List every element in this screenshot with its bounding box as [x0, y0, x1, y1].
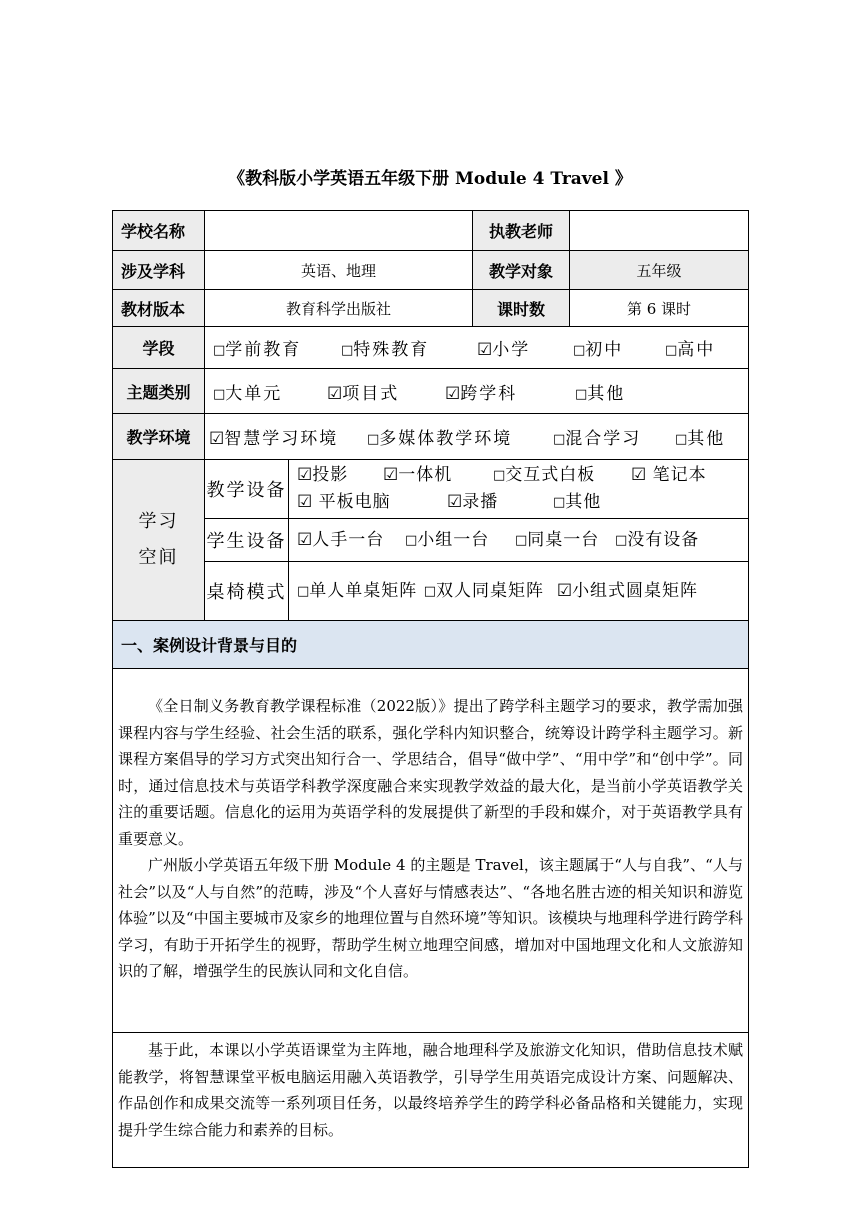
row-environment: [113, 414, 749, 460]
theme-options: [205, 369, 749, 414]
equipment-laptop[interactable]: ☑ 笔记本: [631, 465, 707, 485]
stage-option-special[interactable]: □特殊教育: [341, 340, 430, 360]
checkbox-checked-icon[interactable]: ☑: [447, 492, 463, 512]
checkbox-checked-icon[interactable]: ☑: [631, 465, 647, 485]
checkbox-checked-icon[interactable]: ☑: [297, 492, 313, 512]
target-label: 教学对象: [473, 251, 570, 290]
stage-option-preschool[interactable]: □学前教育: [213, 340, 302, 360]
desk-mode-options: [289, 562, 749, 621]
checkbox-icon[interactable]: □: [367, 432, 380, 447]
teacher-value: [570, 211, 749, 251]
student-equipment-options: [289, 519, 749, 562]
row-school: [113, 211, 749, 251]
row-teaching-equipment: [113, 460, 749, 519]
teaching-equipment-options: [289, 460, 749, 519]
row-subject: [113, 251, 749, 290]
school-value: [205, 211, 473, 251]
checkbox-icon[interactable]: □: [575, 386, 588, 402]
desk-option-single[interactable]: □单人单桌矩阵: [297, 580, 418, 601]
lesson-count-label: 课时数: [473, 290, 570, 327]
paragraph-3: 基于此，本课以小学英语课堂为主阵地，融合地理科学及旅游文化知识，借助信息技术赋能教学，将智慧课堂平板电脑运用融入英语教学，引导学生用英语完成设计方案、问题解决、作品创作和成果交流等一系列项目任务，以最终培养学生的跨学科必备品格和关键能力，实现提升学生综合能力和素养的目标。: [118, 1041, 743, 1139]
checkbox-icon[interactable]: □: [553, 432, 566, 447]
student-option-group[interactable]: □小组一台: [405, 529, 490, 550]
theme-label: 主题类别: [113, 369, 205, 414]
document-title: 《教科版小学英语五年级下册 Module 4 Travel 》: [228, 169, 632, 189]
row-section-heading: [113, 621, 749, 669]
lesson-count-value: 第 6 课时: [570, 290, 749, 327]
environment-label: 教学环境: [113, 414, 205, 460]
theme-option-project[interactable]: ☑项目式: [327, 383, 400, 404]
row-section-body-2: [113, 1033, 749, 1168]
theme-option-other[interactable]: □其他: [575, 383, 626, 404]
checkbox-icon[interactable]: □: [573, 343, 586, 358]
checkbox-icon[interactable]: □: [615, 532, 628, 548]
student-option-desk-mate[interactable]: □同桌一台: [515, 529, 600, 550]
environment-option-smart[interactable]: ☑智慧学习环境: [209, 429, 339, 449]
section-body-2: [113, 1033, 749, 1168]
subject-label: 涉及学科: [113, 251, 205, 290]
row-desk-mode: [113, 562, 749, 621]
checkbox-checked-icon[interactable]: ☑: [297, 465, 313, 485]
equipment-tablet[interactable]: ☑ 平板电脑: [297, 492, 391, 512]
teacher-label: 执教老师: [473, 211, 570, 251]
stage-option-junior[interactable]: □初中: [573, 340, 624, 360]
section-heading: 一、案例设计背景与目的: [113, 621, 749, 669]
environment-option-multimedia[interactable]: □多媒体教学环境: [367, 429, 513, 449]
checkbox-checked-icon[interactable]: ☑: [477, 340, 493, 360]
stage-option-senior[interactable]: □高中: [665, 340, 716, 360]
environment-option-other[interactable]: □其他: [675, 429, 726, 449]
stage-options: [205, 327, 749, 369]
checkbox-icon[interactable]: □: [553, 495, 566, 510]
checkbox-checked-icon[interactable]: ☑: [445, 383, 461, 404]
equipment-other[interactable]: □其他: [553, 492, 602, 512]
theme-option-unit[interactable]: □大单元: [213, 383, 283, 404]
desk-mode-label: 桌椅模式: [205, 562, 289, 621]
theme-option-cross[interactable]: ☑跨学科: [445, 383, 518, 404]
row-section-body: [113, 669, 749, 1033]
checkbox-icon[interactable]: □: [341, 343, 354, 358]
desk-option-double[interactable]: □双人同桌矩阵: [423, 580, 544, 601]
row-student-equipment: [113, 519, 749, 562]
stage-label: 学段: [113, 327, 205, 369]
student-option-each[interactable]: ☑人手一台: [297, 529, 385, 550]
checkbox-checked-icon[interactable]: ☑: [327, 383, 343, 404]
checkbox-checked-icon[interactable]: ☑: [297, 529, 313, 550]
desk-option-group-round[interactable]: ☑小组式圆桌矩阵: [556, 580, 699, 601]
checkbox-icon[interactable]: □: [423, 583, 436, 599]
subject-value: 英语、地理: [205, 251, 473, 290]
section-body: [113, 669, 749, 1033]
equipment-recording[interactable]: ☑录播: [447, 492, 499, 512]
textbook-label: 教材版本: [113, 290, 205, 327]
paragraph-2: 广州版小学英语五年级下册 Module 4 的主题是 Travel，该主题属于“人与自我”、“人与社会”以及“人与自然”的范畴，涉及“个人喜好与情感表达”、“各地名胜古迹的相关知识和游览体验”以及“中国主要城市及家乡的地理位置与自然环境”等知识。该模块与地理科学进行跨学科学习，有助于开拓学生的视野，帮助学生树立地理空间感，增加对中国地理文化和人文旅游知识的了解，增强学生的民族认同和文化自信。: [118, 856, 743, 980]
student-equipment-label: 学生设备: [205, 519, 289, 562]
school-label: 学校名称: [113, 211, 205, 251]
checkbox-icon[interactable]: □: [213, 343, 226, 358]
checkbox-checked-icon[interactable]: ☑: [556, 580, 573, 601]
lesson-info-table: [112, 210, 749, 1168]
paragraph-1: 《全日制义务教育教学课程标准（2022版）》提出了跨学科主题学习的要求，教学需加强课程内容与学生经验、社会生活的联系，强化学科内知识整合，统筹设计跨学科主题学习。新课程方案倡导的学习方式突出知行合一、学思结合，倡导“做中学”、“用中学”和“创中学”。同时，通过信息技术与英语学科教学深度融合来实现教学效益的最大化，是当前小学英语教学关注的重要话题。信息化的运用为英语学科的发展提供了新型的手段和媒介，对于英语教学具有重要意义。: [118, 697, 743, 848]
teaching-equipment-label: 教学设备: [205, 460, 289, 519]
student-option-none[interactable]: □没有设备: [615, 529, 700, 550]
checkbox-icon[interactable]: □: [405, 532, 418, 548]
row-theme: [113, 369, 749, 414]
checkbox-checked-icon[interactable]: ☑: [383, 465, 399, 485]
checkbox-icon[interactable]: □: [493, 468, 506, 483]
equipment-all-in-one[interactable]: ☑一体机: [383, 465, 453, 485]
environment-options: [205, 414, 749, 460]
checkbox-icon[interactable]: □: [213, 386, 226, 402]
equipment-whiteboard[interactable]: □交互式白板: [493, 465, 596, 485]
textbook-value: 教育科学出版社: [205, 290, 473, 327]
target-value: 五年级: [570, 251, 749, 290]
stage-option-primary[interactable]: ☑小学: [477, 340, 531, 360]
checkbox-icon[interactable]: □: [297, 583, 310, 599]
checkbox-icon[interactable]: □: [665, 343, 678, 358]
row-textbook: [113, 290, 749, 327]
checkbox-icon[interactable]: □: [515, 532, 528, 548]
equipment-projector[interactable]: ☑投影: [297, 465, 349, 485]
checkbox-checked-icon[interactable]: ☑: [209, 429, 225, 449]
environment-option-blended[interactable]: □混合学习: [553, 429, 642, 449]
checkbox-icon[interactable]: □: [675, 432, 688, 447]
row-stage: [113, 327, 749, 369]
learning-space-label: 学习 空间: [113, 460, 205, 621]
